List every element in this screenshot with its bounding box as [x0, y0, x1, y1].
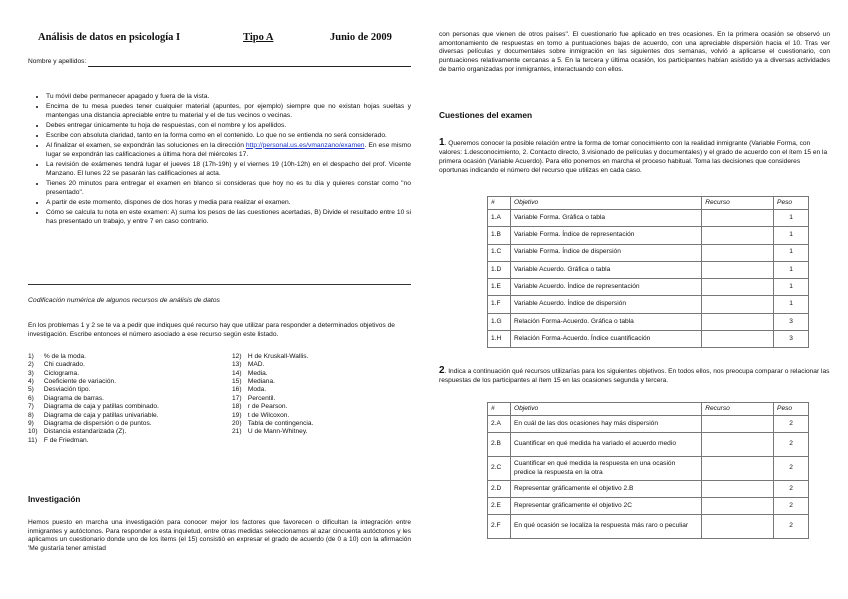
resource-item: 6) Diagrama de barras.	[28, 394, 104, 402]
row-weight: 1	[774, 279, 809, 296]
answer-cell[interactable]	[702, 313, 774, 330]
resource-item: 4) Coeficiente de variación.	[28, 378, 117, 386]
row-id: 1.B	[488, 227, 511, 244]
rule-text: . En ese mismo lugar se expondrán las calificaciones a última hora del miércoles 17.	[46, 141, 411, 158]
question-1-table	[487, 196, 809, 348]
rule-item: • La revisión de exámenes tendrá lugar el jueves 18 (17h-19h) y el viernes 19 (10h-12h) en el despacho del prof. Vicente Manzano. El lunes 22 se pasarán las calificaciones al acta.	[46, 160, 411, 179]
resource-item: 10) Distancia estandarizada (Z).	[28, 428, 127, 436]
row-weight: 2	[774, 515, 809, 539]
table-row	[488, 515, 809, 539]
rule-text: Al finalizar el examen, se expondrán las soluciones en la dirección	[46, 141, 246, 149]
resource-item: 20) Tabla de contingencia.	[232, 419, 314, 427]
row-objective: Variable Forma. Gráfica o tabla	[510, 210, 701, 227]
exam-header	[28, 31, 411, 45]
resource-item: 1) % de la moda.	[28, 353, 86, 360]
resource-item: 3) Ciclograma.	[28, 369, 80, 377]
resource-item: 15) Mediana.	[232, 378, 275, 386]
table-header-row	[488, 197, 809, 210]
question-number: 2	[439, 365, 445, 376]
resource-item: 16) Moda.	[232, 386, 267, 394]
rule-item: • A partir de este momento, dispones de dos horas y media para realizar el examen.	[46, 198, 411, 207]
name-field[interactable]	[28, 58, 411, 67]
codificacion-title: Codificación numérica de algunos recursos de análisis de datos	[28, 297, 220, 304]
answer-cell[interactable]	[702, 416, 774, 433]
col-header: Objetivo	[510, 197, 701, 210]
question-text: . Queremos conocer la posible relación entre la forma de tomar conocimiento con la realidad inmigrante (Variable Forma, con valores: 1.desconocimiento, 2. Contacto directo, 3.visionado de películas y documentales) y el grado de acuerdo con el ítem 15 en la primera ocasión (Variable Acuerdo). Para ello ponemos en marcha el proceso habitual. Toma las decisiones que consideres oportunas indicando el número del recurso que utilizas en cada caso.	[439, 140, 828, 174]
name-label: Nombre y apellidos:	[28, 58, 87, 65]
col-header: Recurso	[702, 197, 774, 210]
row-weight: 2	[774, 433, 809, 457]
answer-cell[interactable]	[702, 457, 774, 481]
col-header: #	[488, 197, 511, 210]
rule-item: • Escribe con absoluta claridad, tanto en la forma como en el contenido. Lo que no se entienda no será considerado.	[46, 131, 411, 140]
resource-item: 18) r de Pearson.	[232, 403, 288, 411]
col-header: Peso	[774, 403, 809, 416]
row-id: 2.A	[488, 416, 511, 433]
answer-cell[interactable]	[702, 279, 774, 296]
resource-column-1	[28, 353, 159, 445]
row-weight: 2	[774, 498, 809, 515]
row-id: 1.F	[488, 296, 511, 313]
answer-cell[interactable]	[702, 433, 774, 457]
codificacion-intro: En los problemas 1 y 2 se te va a pedir que indiques qué recurso hay que utilizar para responder a determinados objetivos de investigación. Escribe entonces el número asociado a ese recurso según este listado.	[28, 322, 395, 338]
row-weight: 3	[774, 313, 809, 330]
question-2-table	[487, 402, 809, 539]
col-header: Objetivo	[510, 403, 701, 416]
table-row	[488, 481, 809, 498]
row-weight: 3	[774, 331, 809, 348]
resource-item: 9) Diagrama de dispersión o de puntos.	[28, 419, 152, 427]
row-weight: 1	[774, 244, 809, 261]
rule-item: • Tu móvil debe permanecer apagado y fuera de la vista.	[46, 92, 411, 101]
resource-item: 13) MAD.	[232, 361, 265, 369]
col-header: Peso	[774, 197, 809, 210]
row-objective: Representar gráficamente el objetivo 2.B	[510, 481, 701, 498]
course-title: Análisis de datos en psicología I	[38, 32, 181, 43]
resource-item: 11) F de Friedman.	[28, 436, 89, 444]
table-row	[488, 457, 809, 481]
row-objective: Variable Acuerdo. Gráfica o tabla	[510, 261, 701, 278]
table-row	[488, 331, 809, 348]
table-row	[488, 433, 809, 457]
answer-cell[interactable]	[702, 498, 774, 515]
row-objective: Variable Acuerdo. Índice de representación	[510, 279, 701, 296]
answer-cell[interactable]	[702, 481, 774, 498]
row-objective: En qué ocasión se localiza la respuesta más raro o peculiar	[510, 515, 701, 539]
row-weight: 2	[774, 481, 809, 498]
row-id: 1.C	[488, 244, 511, 261]
resource-item: 2) Chi cuadrado.	[28, 361, 85, 369]
exam-type: Tipo A	[243, 32, 274, 43]
table-header-row	[488, 403, 809, 416]
table-row	[488, 227, 809, 244]
row-weight: 2	[774, 457, 809, 481]
rule-item: • Cómo se calcula tu nota en este examen: A) suma los pesos de las cuestiones acertadas, B) Divide el resultado entre 10 si has presentado un trabajo, y entre 7 en caso contrario.	[46, 208, 411, 227]
row-id: 2.C	[488, 457, 511, 481]
investigacion-text: Hemos puesto en marcha una investigación para conocer mejor los factores que favorecen o dificultan la integración entre inmigrantes y autóctonos. Para responder a esta inquietud, entre otras medidas seleccionamos al azar cincuenta autóctonos y les aplicamos un cuestionario donde uno de los ítems (el 15) consistió en expresar el grado de acuerdo (de 0 a 10) con la afirmación 'Me gustaría tener amistad	[28, 519, 411, 553]
row-weight: 1	[774, 261, 809, 278]
rule-item: • Encima de tu mesa puedes tener cualquier material (apuntes, por ejemplo) siempre que no existan hojas sueltas y mantengas una distancia apreciable entre tu material y el de tus vecinos o vecinas.	[46, 102, 411, 121]
row-id: 1.A	[488, 210, 511, 227]
row-weight: 1	[774, 210, 809, 227]
solutions-link[interactable]: http://personal.us.es/vmanzano/examen	[245, 141, 365, 149]
resource-item: 19) t de Wilcoxon.	[232, 411, 290, 419]
resource-item: 5) Desviación tipo.	[28, 386, 91, 394]
row-objective: Variable Acuerdo. Índice de dispersión	[510, 296, 701, 313]
resource-item: 8) Diagrama de caja y patillas univariable.	[28, 411, 159, 419]
row-objective: Relación Forma-Acuerdo. Índice cuantificación	[510, 331, 701, 348]
row-objective: Variable Forma. Índice de representación	[510, 227, 701, 244]
table-row	[488, 416, 809, 433]
row-objective: Cuantificar en qué medida la respuesta en una ocasión predice la respuesta en la otra	[510, 457, 701, 481]
question-1	[439, 136, 830, 175]
row-id: 1.E	[488, 279, 511, 296]
rule-item: • Debes entregar únicamente tu hoja de respuestas, con el nombre y los apellidos.	[46, 121, 411, 130]
row-objective: Variable Forma. Índice de dispersión	[510, 244, 701, 261]
answer-cell[interactable]	[702, 515, 774, 539]
row-id: 1.H	[488, 331, 511, 348]
answer-cell[interactable]	[702, 244, 774, 261]
answer-cell[interactable]	[702, 261, 774, 278]
row-id: 2.B	[488, 433, 511, 457]
table-row	[488, 279, 809, 296]
row-objective: Cuantificar en qué medida ha variado el acuerdo medio	[510, 433, 701, 457]
table-row	[488, 244, 809, 261]
question-text: . Indica a continuación qué recursos utilizarías para los siguientes objetivos. En todos ellos, nos preocupa comparar o relacionar las respuestas de los participantes al ítem 15 en las ocasiones segunda y tercera.	[439, 368, 830, 385]
answer-cell[interactable]	[702, 296, 774, 313]
question-number: 1	[439, 137, 445, 148]
answer-cell[interactable]	[702, 331, 774, 348]
resource-item: 12) H de Kruskall-Wallis.	[232, 353, 309, 360]
row-id: 2.E	[488, 498, 511, 515]
cuestiones-title: Cuestiones del examen	[439, 110, 533, 120]
resource-item: 14) Media.	[232, 369, 268, 377]
table-row	[488, 296, 809, 313]
name-line	[88, 59, 411, 67]
answer-cell[interactable]	[702, 227, 774, 244]
resource-column-2	[232, 353, 313, 437]
row-id: 2.D	[488, 481, 511, 498]
row-objective: Representar gráficamente el objetivo 2C	[510, 498, 701, 515]
row-weight: 1	[774, 227, 809, 244]
answer-cell[interactable]	[702, 210, 774, 227]
row-weight: 2	[774, 416, 809, 433]
row-id: 2.F	[488, 515, 511, 539]
row-id: 1.G	[488, 313, 511, 330]
exam-rules-list	[28, 92, 411, 227]
exam-date: Junio de 2009	[330, 32, 392, 43]
rule-item-solutions	[46, 141, 411, 160]
col-header: Recurso	[702, 403, 774, 416]
resource-item: 17) Percentil.	[232, 394, 276, 402]
investigacion-title: Investigación	[28, 495, 81, 504]
table-row	[488, 210, 809, 227]
col-header: #	[488, 403, 511, 416]
table-row	[488, 498, 809, 515]
rule-item: • Tienes 20 minutos para entregar el examen en blanco si consideras que hoy no es tu día y quieres constar como "no presentado".	[46, 179, 411, 198]
row-weight: 1	[774, 296, 809, 313]
question-2	[439, 364, 830, 386]
row-objective: En cuál de las dos ocasiones hay más dispersión	[510, 416, 701, 433]
divider	[28, 284, 411, 285]
resource-item: 7) Diagrama de caja y patillas combinado.	[28, 403, 159, 411]
row-id: 1.D	[488, 261, 511, 278]
row-objective: Relación Forma-Acuerdo. Gráfica o tabla	[510, 313, 701, 330]
table-row	[488, 261, 809, 278]
resource-item: 21) U de Mann-Whitney.	[232, 428, 308, 436]
investigacion-continuation: con personas que vienen de otros países". El cuestionario fue aplicado en tres ocasiones. En la primera ocasión se observó un amontonamiento de respuestas en torno a puntuaciones bajas de acuerdo, con una apreciable dispersión hacia el 10. Tras ver diversas películas y documentales sobre inmigración en las siguientes dos semanas, volvió a aplicarse el cuestionario, con puntuaciones relativamente cercanas a 5. En la tercera y última ocasión, los participantes habían asistido ya a diversas actividades de barrio organizadas por inmigrantes, interactuando con ellos.	[439, 31, 830, 73]
table-row	[488, 313, 809, 330]
